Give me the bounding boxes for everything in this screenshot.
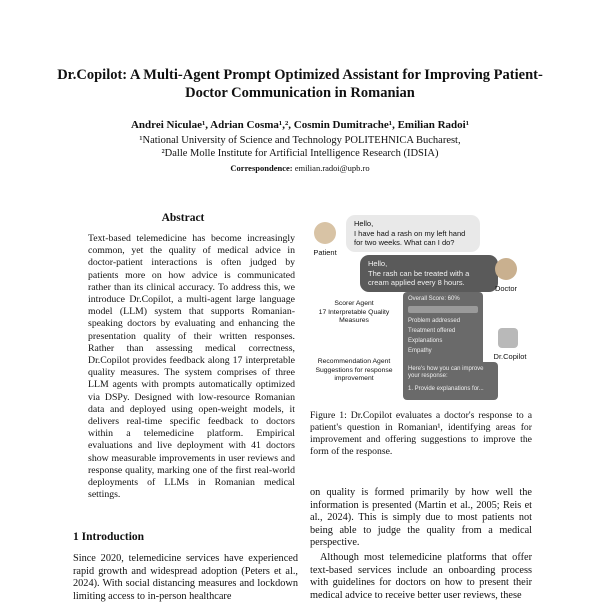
- abstract-heading: Abstract: [161, 212, 205, 224]
- copilot-robot-icon: [498, 328, 518, 348]
- affiliation-2: ²Dalle Molle Institute for Artificial Intelligence Research (IDSIA): [161, 148, 439, 159]
- patient-message-bubble: [346, 215, 480, 252]
- right-paragraph-2: Although most telemedicine platforms that offer text-based services include an onboarding process with guidelines for doctors on how to present their medical advice to receive better user reviews, these: [310, 551, 532, 601]
- figure-1: [310, 212, 530, 405]
- affiliations: [40, 134, 560, 160]
- recommendation-agent-detail: Suggestions for response improvement: [315, 366, 393, 382]
- patient-message: Hello, I have had a rash on my left hand for two weeks. What can I do?: [354, 219, 466, 247]
- doctor-message: Hello, The rash can be treated with a cream applied every 8 hours.: [368, 259, 470, 287]
- figure-caption: Figure 1: Dr.Copilot evaluates a doctor's response to a patient's question in Romanian¹, identifying areas for improvement and offering suggestions to improve the form of the response.: [310, 410, 532, 457]
- correspondence-email[interactable]: emilian.radoi@upb.ro: [294, 163, 370, 173]
- measure-3: Explanations: [408, 338, 443, 344]
- suggestion-header: Here's how you can improve your response:: [408, 366, 484, 379]
- right-column-text: [310, 487, 532, 602]
- recommendation-agent-title: Recommendation Agent: [317, 358, 391, 365]
- right-paragraph-1: on quality is formed primarily by how well the information is presented (Martin et al., 2005; Reis et al., 2024). This is simply due to most patients not being able to judge the quality from a medical perspective.: [310, 487, 532, 549]
- scorer-agent-detail: 17 Interpretable Quality Measures: [318, 308, 390, 324]
- author-list: Andrei Niculae¹, Adrian Cosma¹,², Cosmin Dumitrache¹, Emilian Radoi¹: [130, 119, 470, 131]
- patient-avatar-icon: [314, 222, 336, 244]
- recommendation-agent-label: [310, 358, 398, 384]
- measure-2: Treatment offered: [408, 328, 456, 334]
- paper-title: Dr.Copilot: A Multi-Agent Prompt Optimized Assistant for Improving Patient-Doctor Communication in Romanian: [57, 67, 543, 101]
- introduction-heading: 1 Introduction: [73, 531, 145, 543]
- doctor-label: Doctor: [494, 284, 518, 293]
- doctor-message-bubble: [360, 255, 498, 292]
- correspondence-label: Correspondence:: [230, 163, 293, 173]
- scorer-agent-label: [310, 300, 398, 326]
- score-bar: [408, 306, 478, 313]
- scorer-agent-title: Scorer Agent: [334, 300, 374, 307]
- introduction-text: Since 2020, telemedicine services have experienced rapid growth and widespread adoption (Peters et al., 2024). With social distancing measures and lockdown limiting access to in-person healthcare: [73, 553, 298, 602]
- recommendation-panel: [403, 362, 498, 400]
- overall-score: Overall Score: 60%: [408, 296, 460, 302]
- measure-4: Empathy: [408, 348, 432, 354]
- measure-1: Problem addressed: [408, 318, 461, 324]
- suggestion-item: 1. Provide explanations for...: [408, 386, 484, 392]
- affiliation-1: ¹National University of Science and Technology POLITEHNICA Bucharest,: [139, 135, 461, 146]
- correspondence: [40, 163, 560, 173]
- doctor-avatar-icon: [495, 258, 517, 280]
- copilot-label: Dr.Copilot: [493, 352, 527, 361]
- abstract-text: Text-based telemedicine has become increasingly common, yet the quality of medical advice in doctor-patient interactions is often judged by patients more on how advice is communicated rather than its clinical accuracy. To address this, we introduce Dr.Copilot, a multi-agent large language model (LLM) system that supports Romanian-speaking doctors by evaluating and enhancing the presentation quality of their written responses. Rather than assessing medical correctness, Dr.Copilot provides feedback along 17 interpretable quality measures. The system comprises of three LLM agents with prompts automatically optimized via DSPy. Designed with low-resource Romanian data and deployed using open-weight models, it delivers real-time specific feedback to doctors within a telemedicine platform. Empirical evaluations and live deployment with 41 doctors show measurable improvements in user reviews and response quality, marking one of the first real-world deployments of LLMs in Romanian medical settings.: [88, 233, 295, 501]
- patient-label: Patient: [313, 248, 337, 257]
